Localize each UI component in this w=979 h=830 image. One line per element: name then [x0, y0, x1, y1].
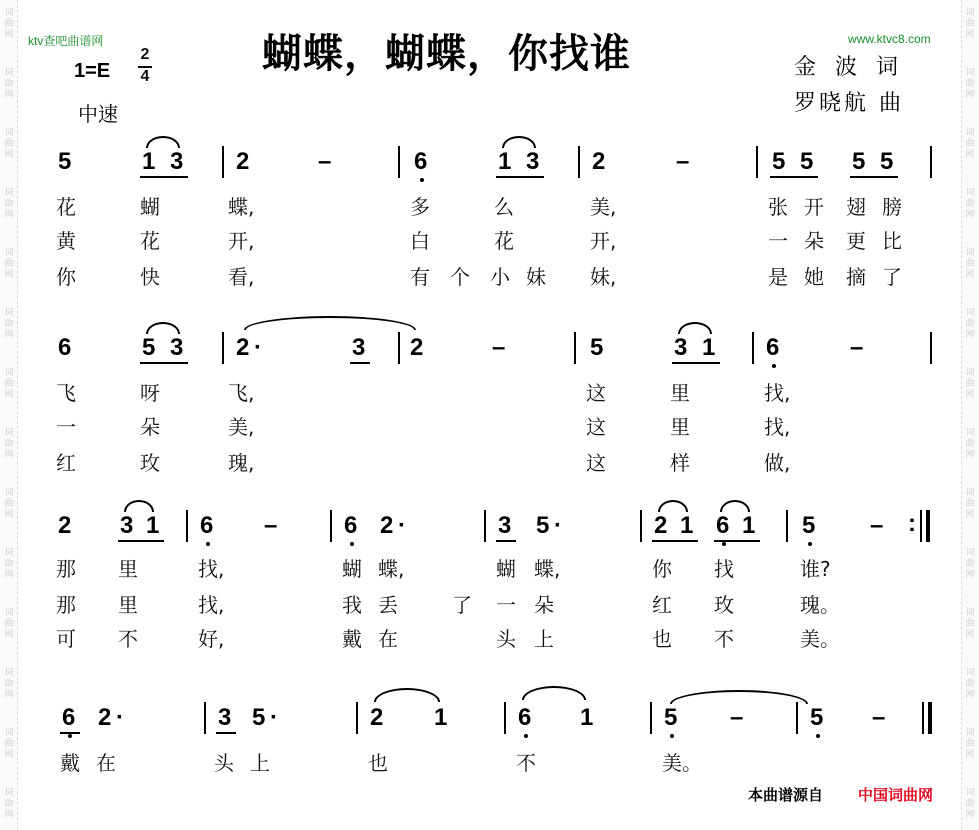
note: 3: [170, 148, 184, 175]
watermark-glyph: 词 曲 网: [4, 608, 14, 640]
site-url-right: www.ktvc8.com: [848, 32, 931, 46]
watermark-glyph: 词 曲 网: [4, 308, 14, 340]
lyric: 一: [56, 415, 76, 439]
slur: [124, 500, 154, 512]
watermark-glyph: 词 曲 网: [965, 608, 975, 640]
watermark-glyph: 词 曲 网: [965, 368, 975, 400]
dotted-note-dot: ·: [116, 704, 124, 731]
lyric: 有: [410, 265, 430, 289]
final-bar-thick: [928, 702, 932, 734]
bar-line: [786, 510, 788, 542]
dash: –: [872, 704, 886, 731]
watermark-glyph: 词 曲 网: [965, 428, 975, 460]
note: 5: [772, 148, 786, 175]
bar-line: [796, 702, 798, 734]
dash: –: [264, 512, 278, 539]
lyric: 这: [586, 451, 606, 475]
watermark-glyph: 词 曲 网: [4, 728, 14, 760]
lyric: 找: [714, 557, 734, 581]
lyric: 飞: [56, 381, 76, 405]
note: 1: [702, 334, 716, 361]
lyric: 里: [118, 557, 138, 581]
watermark-glyph: 词 曲 网: [4, 248, 14, 280]
lyric: 在: [96, 751, 116, 775]
note: 5: [536, 512, 550, 539]
repeat-bar-thin: [920, 510, 922, 542]
watermark-glyph: 词 曲 网: [965, 8, 975, 40]
dash: –: [850, 334, 864, 361]
watermark-glyph: 词 曲 网: [965, 548, 975, 580]
lyric: 膀: [882, 195, 902, 219]
beam-underline: [140, 362, 188, 364]
lyric: 不: [118, 627, 138, 651]
slur: [658, 500, 688, 512]
lyric: 花: [56, 195, 76, 219]
watermark-glyph: 词 曲 网: [4, 68, 14, 100]
low-octave-dot: [68, 734, 72, 738]
source-site-link[interactable]: 中国词曲网: [858, 786, 934, 804]
low-octave-dot: [722, 542, 726, 546]
lyric: 美。: [800, 627, 840, 651]
lyric: 找,: [764, 381, 791, 405]
time-signature-bottom: 4: [140, 68, 150, 85]
lyric: 找,: [764, 415, 791, 439]
lyric: 戴: [60, 751, 80, 775]
lyric: 是: [768, 265, 788, 289]
lyric: 里: [670, 381, 690, 405]
lyric: 这: [586, 415, 606, 439]
watermark-glyph: 词 曲 网: [965, 668, 975, 700]
lyric: 花: [494, 229, 514, 253]
watermark-glyph: 词 曲 网: [965, 788, 975, 820]
beam-underline: [60, 732, 80, 734]
lyric: 快: [140, 265, 160, 289]
beam-underline: [672, 362, 720, 364]
bar-line: [640, 510, 642, 542]
lyric: 朵: [804, 229, 824, 253]
lyric: 翅: [846, 195, 866, 219]
lyric: 找,: [198, 593, 225, 617]
source-label: 本曲谱源自: [748, 786, 824, 804]
note: 1: [680, 512, 694, 539]
note: 6: [766, 334, 780, 361]
lyric: 了: [882, 265, 902, 289]
lyric: 她: [804, 265, 824, 289]
low-octave-dot: [772, 364, 776, 368]
lyric: 玫: [714, 593, 734, 617]
dotted-note-dot: ·: [398, 512, 406, 539]
bar-line: [756, 146, 758, 178]
note: 5: [664, 704, 678, 731]
watermark-glyph: 词 曲 网: [965, 68, 975, 100]
lyric: 蝶,: [534, 557, 561, 581]
lyric: 做,: [764, 451, 791, 475]
beam-underline: [140, 176, 188, 178]
lyric: 黄: [56, 229, 76, 253]
low-octave-dot: [670, 734, 674, 738]
note: 3: [526, 148, 540, 175]
watermark-glyph: 词 曲 网: [4, 668, 14, 700]
lyric: 开,: [590, 229, 617, 253]
bar-line: [222, 146, 224, 178]
lyric: 多: [410, 195, 430, 219]
bar-line: [222, 332, 224, 364]
note: 5: [58, 148, 72, 175]
lyric: 瑰,: [228, 451, 255, 475]
bar-line: [398, 146, 400, 178]
slur: [146, 136, 180, 148]
watermark-glyph: 词 曲 网: [4, 8, 14, 40]
note: 3: [674, 334, 688, 361]
bar-line: [752, 332, 754, 364]
lyric: 蝴: [140, 195, 160, 219]
lyric: 看,: [228, 265, 255, 289]
beam-underline: [652, 540, 698, 542]
note: 6: [518, 704, 532, 731]
note: 1: [742, 512, 756, 539]
lyric: 玫: [140, 451, 160, 475]
dash: –: [318, 148, 332, 175]
note: 5: [852, 148, 866, 175]
dotted-note-dot: ·: [554, 512, 562, 539]
lyric: 呀: [140, 381, 160, 405]
lyric: 你: [56, 265, 76, 289]
lyric: 么: [494, 195, 514, 219]
lyric: 蝶,: [228, 195, 255, 219]
beam-underline: [850, 176, 898, 178]
lyric: 好,: [198, 627, 225, 651]
lyric: 更: [846, 229, 866, 253]
note: 6: [200, 512, 214, 539]
note: 1: [498, 148, 512, 175]
dash: –: [492, 334, 506, 361]
lyric: 开: [804, 195, 824, 219]
lyric: 上: [250, 751, 270, 775]
watermark-glyph: 词 曲 网: [965, 308, 975, 340]
lyric: 不: [714, 627, 734, 651]
song-title: 蝴蝶，蝴蝶，你找谁: [262, 31, 631, 77]
lyric: 这: [586, 381, 606, 405]
bar-line: [504, 702, 506, 734]
note: 2: [410, 334, 424, 361]
left-watermark-strip: [0, 0, 18, 830]
low-octave-dot: [420, 178, 424, 182]
note: 6: [414, 148, 428, 175]
tie: [670, 690, 808, 704]
note: 2: [592, 148, 606, 175]
lyric: 我: [342, 593, 362, 617]
lyric: 蝴: [496, 557, 516, 581]
note: 6: [62, 704, 76, 731]
right-watermark-strip: [961, 0, 979, 830]
note: 6: [58, 334, 72, 361]
dash: –: [676, 148, 690, 175]
note: 2: [380, 512, 394, 539]
lyric: 朵: [534, 593, 554, 617]
lyric: 飞,: [228, 381, 255, 405]
lyric: 也: [652, 627, 672, 651]
beam-underline: [118, 540, 164, 542]
lyric: 了: [452, 593, 472, 617]
lyric: 里: [670, 415, 690, 439]
lyric: 瑰。: [800, 593, 840, 617]
bar-line: [186, 510, 188, 542]
final-bar-thin: [922, 702, 924, 734]
note: 3: [170, 334, 184, 361]
note: 5: [142, 334, 156, 361]
note: 6: [344, 512, 358, 539]
repeat-bar-thick: [926, 510, 930, 542]
beam-underline: [496, 540, 516, 542]
slur: [720, 500, 750, 512]
bar-line: [398, 332, 400, 364]
lyric: 找,: [198, 557, 225, 581]
note: 5: [252, 704, 266, 731]
low-octave-dot: [206, 542, 210, 546]
lyric: 谁?: [800, 557, 831, 581]
key-signature: 1=E: [74, 60, 111, 82]
slur: [522, 686, 586, 700]
slur: [374, 688, 440, 702]
note: 5: [802, 512, 816, 539]
tempo-marking: 中速: [78, 102, 118, 126]
bar-line: [930, 332, 932, 364]
note: 3: [218, 704, 232, 731]
note: 5: [800, 148, 814, 175]
low-octave-dot: [816, 734, 820, 738]
dotted-note-dot: ·: [270, 704, 278, 731]
lyric: 比: [882, 229, 902, 253]
lyric: 你: [652, 557, 672, 581]
lyric: 红: [56, 451, 76, 475]
watermark-glyph: 词 曲 网: [4, 188, 14, 220]
lyric: 头: [496, 627, 516, 651]
lyric: 头: [214, 751, 234, 775]
beam-underline: [496, 176, 544, 178]
lyricist-credit: 金 波 词: [794, 55, 904, 80]
slur: [146, 322, 180, 334]
low-octave-dot: [524, 734, 528, 738]
lyric: 摘: [846, 265, 866, 289]
bar-line: [930, 146, 932, 178]
slur: [678, 322, 712, 334]
bar-line: [204, 702, 206, 734]
beam-underline: [216, 732, 236, 734]
beam-underline: [714, 540, 760, 542]
note: 3: [352, 334, 366, 361]
watermark-glyph: 词 曲 网: [965, 728, 975, 760]
repeat-dots: :: [908, 510, 916, 537]
lyric: 可: [56, 627, 76, 651]
note: 3: [120, 512, 134, 539]
lyric: 花: [140, 229, 160, 253]
lyric: 蝶,: [378, 557, 405, 581]
watermark-glyph: 词 曲 网: [965, 188, 975, 220]
lyric: 蝴: [342, 557, 362, 581]
bar-line: [650, 702, 652, 734]
tie: [244, 316, 416, 330]
composer-credit: 罗晓航 曲: [794, 91, 904, 116]
watermark-glyph: 词 曲 网: [4, 128, 14, 160]
lyric: 美,: [228, 415, 255, 439]
dash: –: [870, 512, 884, 539]
low-octave-dot: [350, 542, 354, 546]
dash: –: [730, 704, 744, 731]
lyric: 开,: [228, 229, 255, 253]
lyric: 不: [516, 751, 536, 775]
lyric: 朵: [140, 415, 160, 439]
bar-line: [356, 702, 358, 734]
lyric: 妹,: [590, 265, 617, 289]
lyric: 里: [118, 593, 138, 617]
lyric: 个: [450, 265, 470, 289]
note: 2: [98, 704, 112, 731]
note: 2: [236, 334, 250, 361]
note: 1: [146, 512, 160, 539]
bar-line: [484, 510, 486, 542]
watermark-glyph: 词 曲 网: [4, 428, 14, 460]
lyric: 那: [56, 593, 76, 617]
time-signature-top: 2: [140, 46, 150, 63]
lyric: 红: [652, 593, 672, 617]
lyric: 一: [496, 593, 516, 617]
lyric: 在: [378, 627, 398, 651]
bar-line: [574, 332, 576, 364]
bar-line: [578, 146, 580, 178]
lyric: 美。: [662, 751, 702, 775]
lyric: 张: [768, 195, 788, 219]
site-name-left: ktv查吧曲谱网: [28, 34, 104, 48]
note: 1: [580, 704, 594, 731]
slur: [502, 136, 536, 148]
lyric: 小: [490, 265, 510, 289]
note: 2: [654, 512, 668, 539]
watermark-glyph: 词 曲 网: [4, 548, 14, 580]
lyric: 丢: [378, 593, 398, 617]
watermark-glyph: 词 曲 网: [4, 488, 14, 520]
beam-underline: [770, 176, 818, 178]
lyric: 一: [768, 229, 788, 253]
watermark-glyph: 词 曲 网: [965, 128, 975, 160]
low-octave-dot: [808, 542, 812, 546]
lyric: 戴: [342, 627, 362, 651]
lyric: 也: [368, 751, 388, 775]
note: 1: [434, 704, 448, 731]
bar-line: [330, 510, 332, 542]
note: 5: [590, 334, 604, 361]
lyric: 那: [56, 557, 76, 581]
note: 5: [880, 148, 894, 175]
note: 2: [370, 704, 384, 731]
note: 3: [498, 512, 512, 539]
watermark-glyph: 词 曲 网: [965, 488, 975, 520]
watermark-glyph: 词 曲 网: [4, 368, 14, 400]
lyric: 上: [534, 627, 554, 651]
watermark-glyph: 词 曲 网: [4, 788, 14, 820]
note: 6: [716, 512, 730, 539]
beam-underline: [350, 362, 370, 364]
lyric: 白: [410, 229, 430, 253]
note: 5: [810, 704, 824, 731]
dotted-note-dot: ·: [254, 334, 262, 361]
lyric: 美,: [590, 195, 617, 219]
note: 2: [58, 512, 72, 539]
note: 1: [142, 148, 156, 175]
watermark-glyph: 词 曲 网: [965, 248, 975, 280]
note: 2: [236, 148, 250, 175]
lyric: 样: [670, 451, 690, 475]
lyric: 妹: [526, 265, 546, 289]
